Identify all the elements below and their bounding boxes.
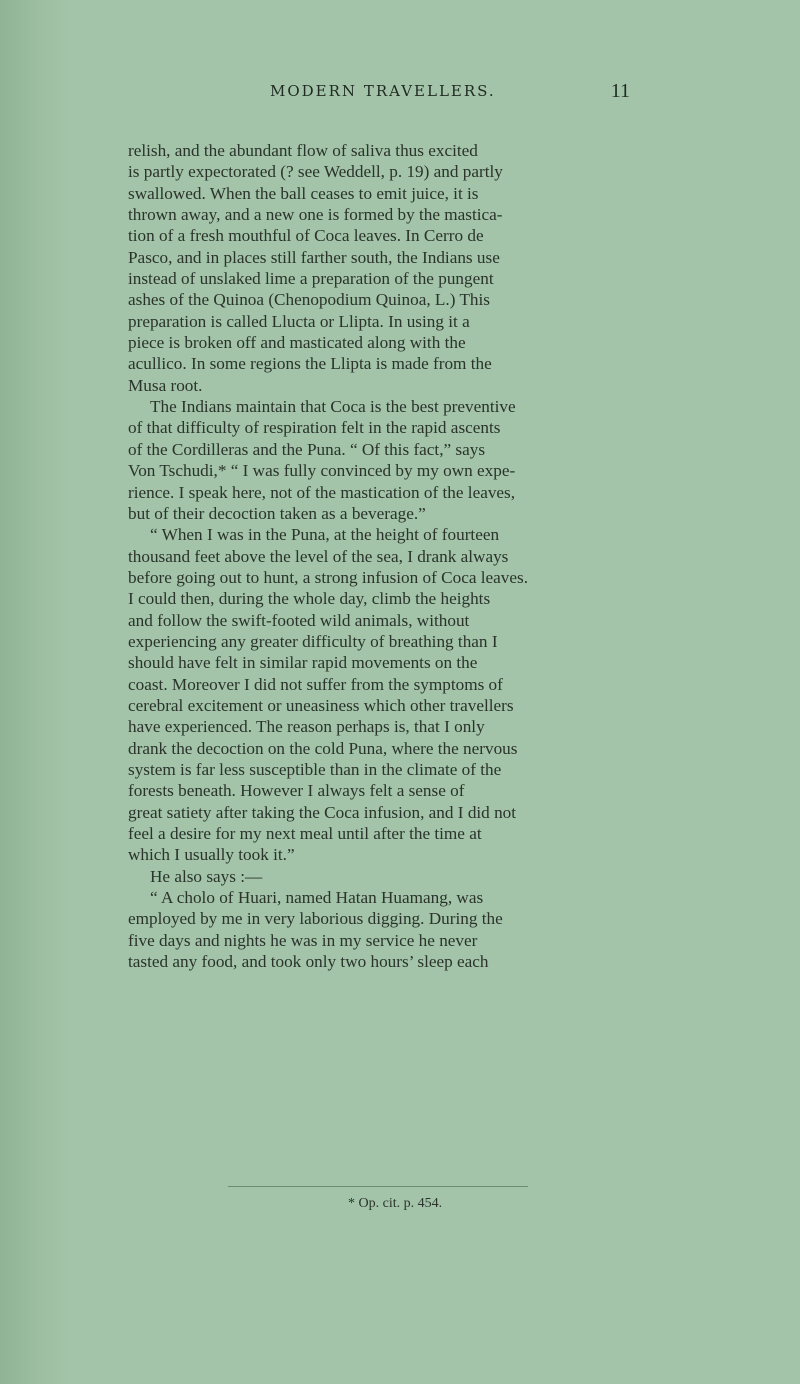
page-number: 11 <box>610 80 630 102</box>
text-line: acullico. In some regions the Llipta is made from the <box>128 354 492 374</box>
text-line: feel a desire for my next meal until after the time at <box>128 824 482 843</box>
text-line: “ When I was in the Puna, at the height of fourteen <box>150 525 500 545</box>
text-line: five days and nights he was in my service he never <box>128 930 478 950</box>
body-text <box>128 140 628 972</box>
text-line: cerebral excitement or uneasiness which other travellers <box>128 695 514 715</box>
text-line: swallowed. When the ball ceases to emit juice, it is <box>128 183 479 203</box>
text-line: should have felt in similar rapid movements on the <box>128 653 478 673</box>
text-line: system is far less susceptible than in the climate of the <box>128 759 502 779</box>
text-line: instead of unslaked lime a preparation of the pungent <box>128 269 494 289</box>
text-line: Pasco, and in places still farther south, the Indians use <box>128 247 500 267</box>
text-line: tion of a fresh mouthful of Coca leaves. In Cerro de <box>128 226 484 246</box>
text-line: Von Tschudi,* “ I was fully convinced by my own expe- <box>128 461 516 481</box>
text-line: ashes of the Quinoa (Chenopodium Quinoa, L.) This <box>128 290 490 310</box>
text-line: thrown away, and a new one is formed by the mastica- <box>128 205 503 225</box>
text-line: I could then, during the whole day, climb the heights <box>128 589 491 609</box>
text-line: have experienced. The reason perhaps is, that I only <box>128 717 485 737</box>
text-line: forests beneath. However I always felt a sense of <box>128 781 465 801</box>
text-line: piece is broken off and masticated along with the <box>128 333 466 353</box>
text-line: tasted any food, and took only two hours’ sleep each <box>128 952 489 972</box>
text-line: preparation is called Llucta or Llipta. In using it a <box>128 311 470 331</box>
text-line: rience. I speak here, not of the mastication of the leaves, <box>128 482 516 502</box>
text-line: which I usually took it.” <box>128 845 295 865</box>
text-line: The Indians maintain that Coca is the best preventive <box>150 397 516 417</box>
text-line: drank the decoction on the cold Puna, where the nervous <box>128 738 518 758</box>
text-line: employed by me in very laborious digging. During the <box>128 909 503 929</box>
text-line: great satiety after taking the Coca infusion, and I did not <box>128 802 517 822</box>
text-line: Musa root. <box>128 375 203 395</box>
book-page <box>70 0 800 1384</box>
text-line: but of their decoction taken as a beverage.” <box>128 503 426 523</box>
text-line: thousand feet above the level of the sea, I drank always <box>128 546 509 566</box>
text-line: before going out to hunt, a strong infusion of Coca leaves. <box>128 567 529 587</box>
text-line: coast. Moreover I did not suffer from the symptoms of <box>128 674 503 694</box>
text-line: He also says :— <box>150 866 263 886</box>
text-line: “ A cholo of Huari, named Hatan Huamang, was <box>150 888 484 908</box>
book-spine-shadow <box>0 0 70 1384</box>
text-line: and follow the swift-footed wild animals, without <box>128 610 470 630</box>
running-title: MODERN TRAVELLERS. <box>270 82 496 100</box>
text-line: experiencing any greater difficulty of breathing than I <box>128 631 498 651</box>
text-line: relish, and the abundant flow of saliva thus excited <box>128 141 478 160</box>
page-header <box>70 82 630 108</box>
text-line: is partly expectorated (? see Weddell, p. 19) and partly <box>128 162 503 182</box>
text-line: of the Cordilleras and the Puna. “ Of this fact,” says <box>128 439 486 459</box>
footnote: * Op. cit. p. 454. <box>348 1196 443 1211</box>
text-line: of that difficulty of respiration felt in the rapid ascents <box>128 418 501 438</box>
footnote-divider <box>228 1186 528 1187</box>
